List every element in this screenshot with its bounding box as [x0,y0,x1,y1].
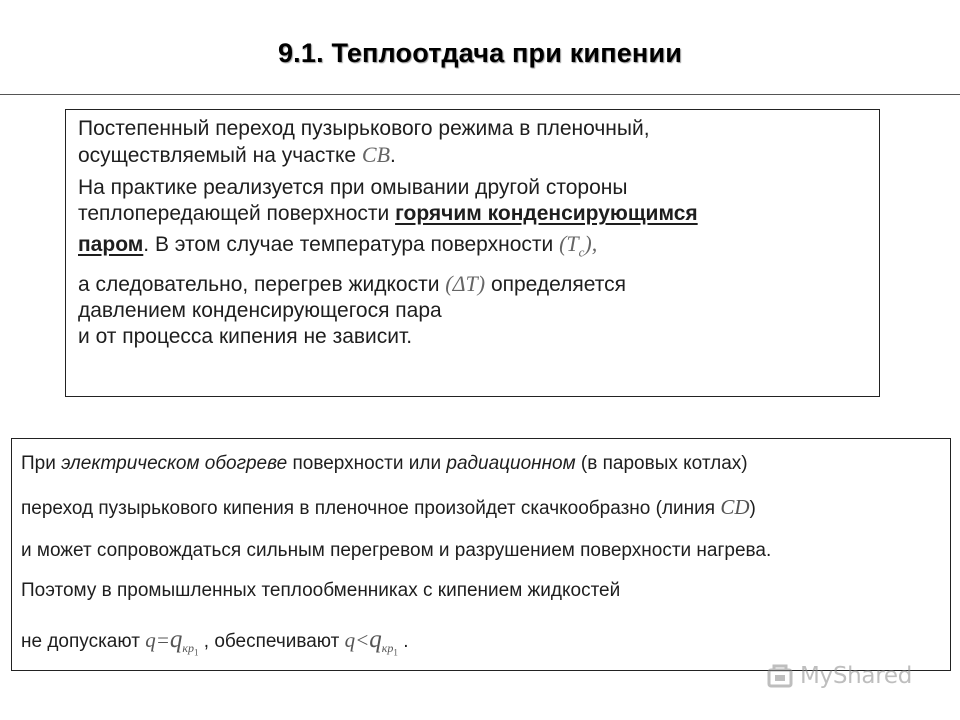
box2-line-2-text: переход пузырькового кипения в пленочное произойдет скачкообразно (линия [21,498,721,519]
myshared-watermark [766,656,926,696]
math-kr-index-2: 1 [393,647,398,658]
slide-title: 9.1. Теплоотдача при кипении [277,38,683,68]
box1-line-5 [78,231,869,265]
math-surface-temperature [559,231,598,260]
box2-line-5-end: . [397,631,409,652]
math-tc-close: ), [584,231,598,256]
math-delta-t: (ΔT) [445,271,486,297]
box2-line-1-b: поверхности или [287,453,447,474]
math-q-critical-2: q [369,626,382,653]
text-box-electric-heating [11,438,951,671]
box1-line-6-text: а следовательно, перегрев жидкости [78,273,446,297]
box2-line-5 [21,626,408,658]
box1-line-6-end: определяется [485,273,626,297]
emphasis-hot-condensing: горячим конденсирующимся [395,202,698,225]
title-divider [0,94,960,95]
box1-line-1: Постепенный переход пузырькового режима в пленочный, [78,117,650,140]
math-tc-open: (T [559,231,579,256]
math-kr-sub [182,641,199,658]
box2-line-1 [21,453,748,475]
emphasis-steam: паром [78,233,144,256]
box1-line-4 [78,201,869,227]
box1-line-4-text: теплопередающей поверхности [78,202,396,225]
myshared-logo-icon [766,661,796,691]
box2-line-2-end: ) [749,498,756,519]
box2-line-5-b: , обеспечивают [198,631,345,652]
watermark-text: MyShared [800,663,913,689]
box1-line-8: и от процесса кипения не зависит. [78,325,413,349]
math-kr-sub-2 [381,641,398,658]
box1-line-2-text: осуществляемый на участке [78,144,362,167]
box1-line-6 [78,271,869,298]
math-q-lt: q< [344,628,370,652]
box2-line-3: и может сопровождаться сильным перегревом и разрушением поверхности нагрева. [21,540,772,561]
math-kr-text: кр [182,641,194,656]
box2-line-1-a: При [21,453,62,474]
emphasis-radiation: радиационном [446,453,576,474]
box2-line-1-c: (в паровых котлах) [575,453,748,474]
box2-line-4: Поэтому в промышленных теплообменниках с кипением жидкостей [21,580,621,601]
box2-line-2 [21,495,756,520]
box1-line-5-text: . В этом случае температура поверхности [143,233,560,256]
math-segment-cd: CD [720,495,750,519]
box1-line-3: На практике реализуется при омывании другой стороны [78,176,628,199]
math-kr-index: 1 [193,647,199,658]
box2-line-5-a: не допускают [21,631,146,652]
emphasis-electric-heating: электрическом обогреве [61,453,288,474]
math-kr-text-2: кр [381,641,394,656]
text-box-gradual-transition [65,109,880,397]
box1-line-7: давлением конденсирующегося пара [78,299,442,323]
math-segment-cb: CB [361,142,391,167]
box1-line-2-end: . [390,144,396,167]
math-tc-sub: c [578,244,585,260]
math-q-less-qcr1 [344,626,398,658]
math-q-equals-qcr1 [145,626,199,658]
math-q-eq: q= [145,628,170,652]
box1-line-2 [78,142,869,169]
math-q-critical: q [169,626,183,653]
